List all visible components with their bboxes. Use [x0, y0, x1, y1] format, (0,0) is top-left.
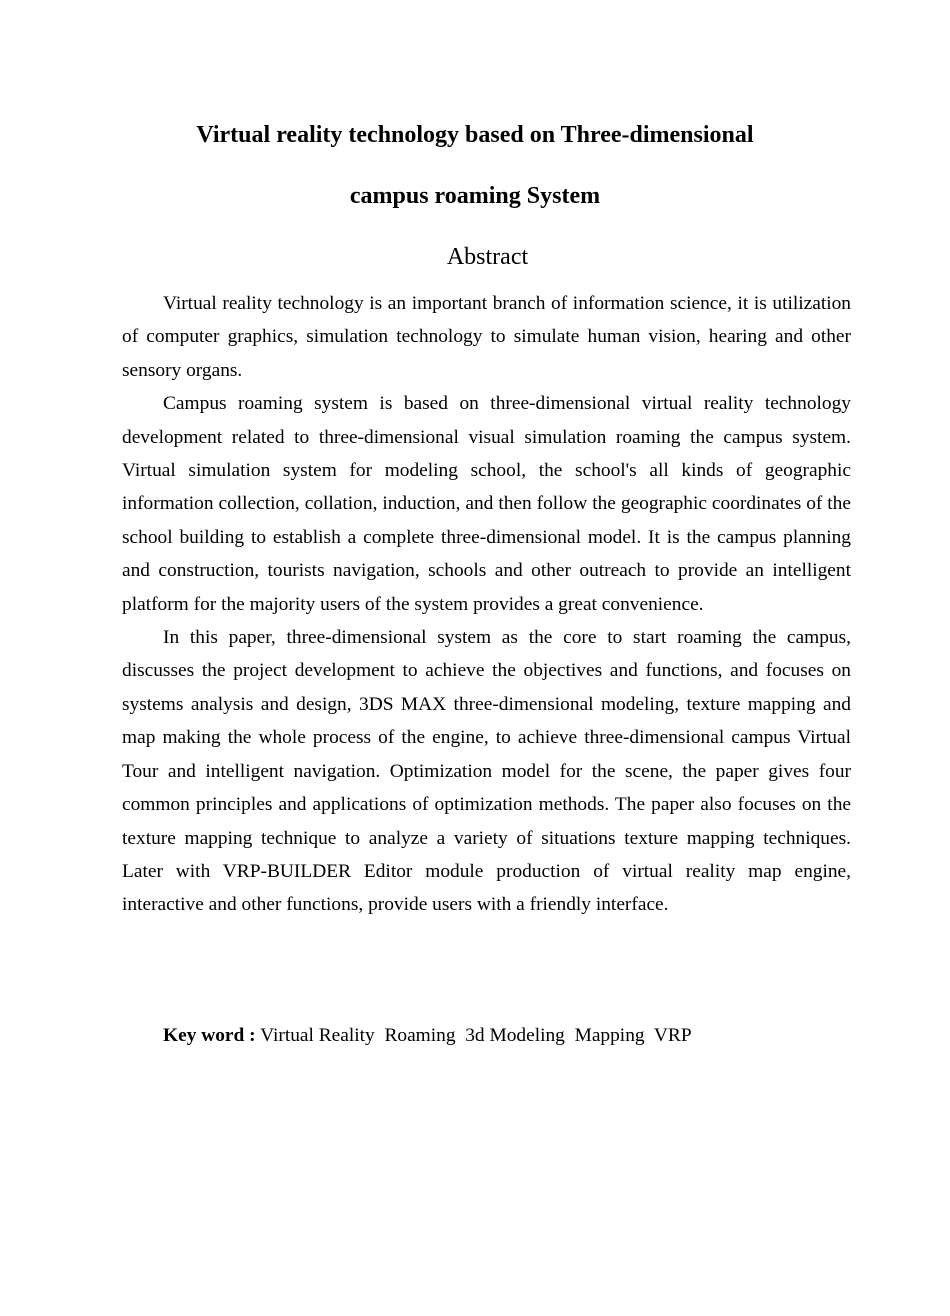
- keywords-line: [163, 1019, 692, 1052]
- paper-title-line-2: campus roaming System: [349, 183, 601, 209]
- keywords-label: Key word :: [163, 1025, 256, 1046]
- abstract-paragraph-3: In this paper, three-dimensional system as the core to start roaming the campus, discusses the project development to achieve the objectives and functions, and focuses on systems analysis and design, 3DS MAX three-dimensional modeling, texture mapping and map making the whole process of the engine, to achieve three-dimensional campus Virtual Tour and intelligent navigation. Optimization model for the scene, the paper gives four common principles and applications of optimization methods. The paper also focuses on the texture mapping technique to analyze a variety of situations texture mapping techniques. Later with VRP-BUILDER Editor module production of virtual reality map engine, interactive and other functions, provide users with a friendly interface.: [122, 627, 851, 916]
- abstract-heading: Abstract: [446, 244, 529, 270]
- abstract-paragraph-1: Virtual reality technology is an important branch of information science, it is utilization of computer graphics, simulation technology to simulate human vision, hearing and other sensory organs.: [122, 293, 851, 381]
- abstract-body: [122, 287, 851, 922]
- keywords-list: Virtual Reality Roaming 3d Modeling Mapping VRP: [255, 1025, 692, 1046]
- abstract-paragraph-2: Campus roaming system is based on three-dimensional virtual reality technology development related to three-dimensional visual simulation roaming the campus system. Virtual simulation system for modeling school, the school's all kinds of geographic information collection, collation, induction, and then follow the geographic coordinates of the school building to establish a complete three-dimensional model. It is the campus planning and construction, tourists navigation, schools and other outreach to provide an intelligent platform for the majority users of the system provides a great convenience.: [122, 393, 851, 615]
- paper-title-line-1: Virtual reality technology based on Three-dimensional: [196, 122, 754, 148]
